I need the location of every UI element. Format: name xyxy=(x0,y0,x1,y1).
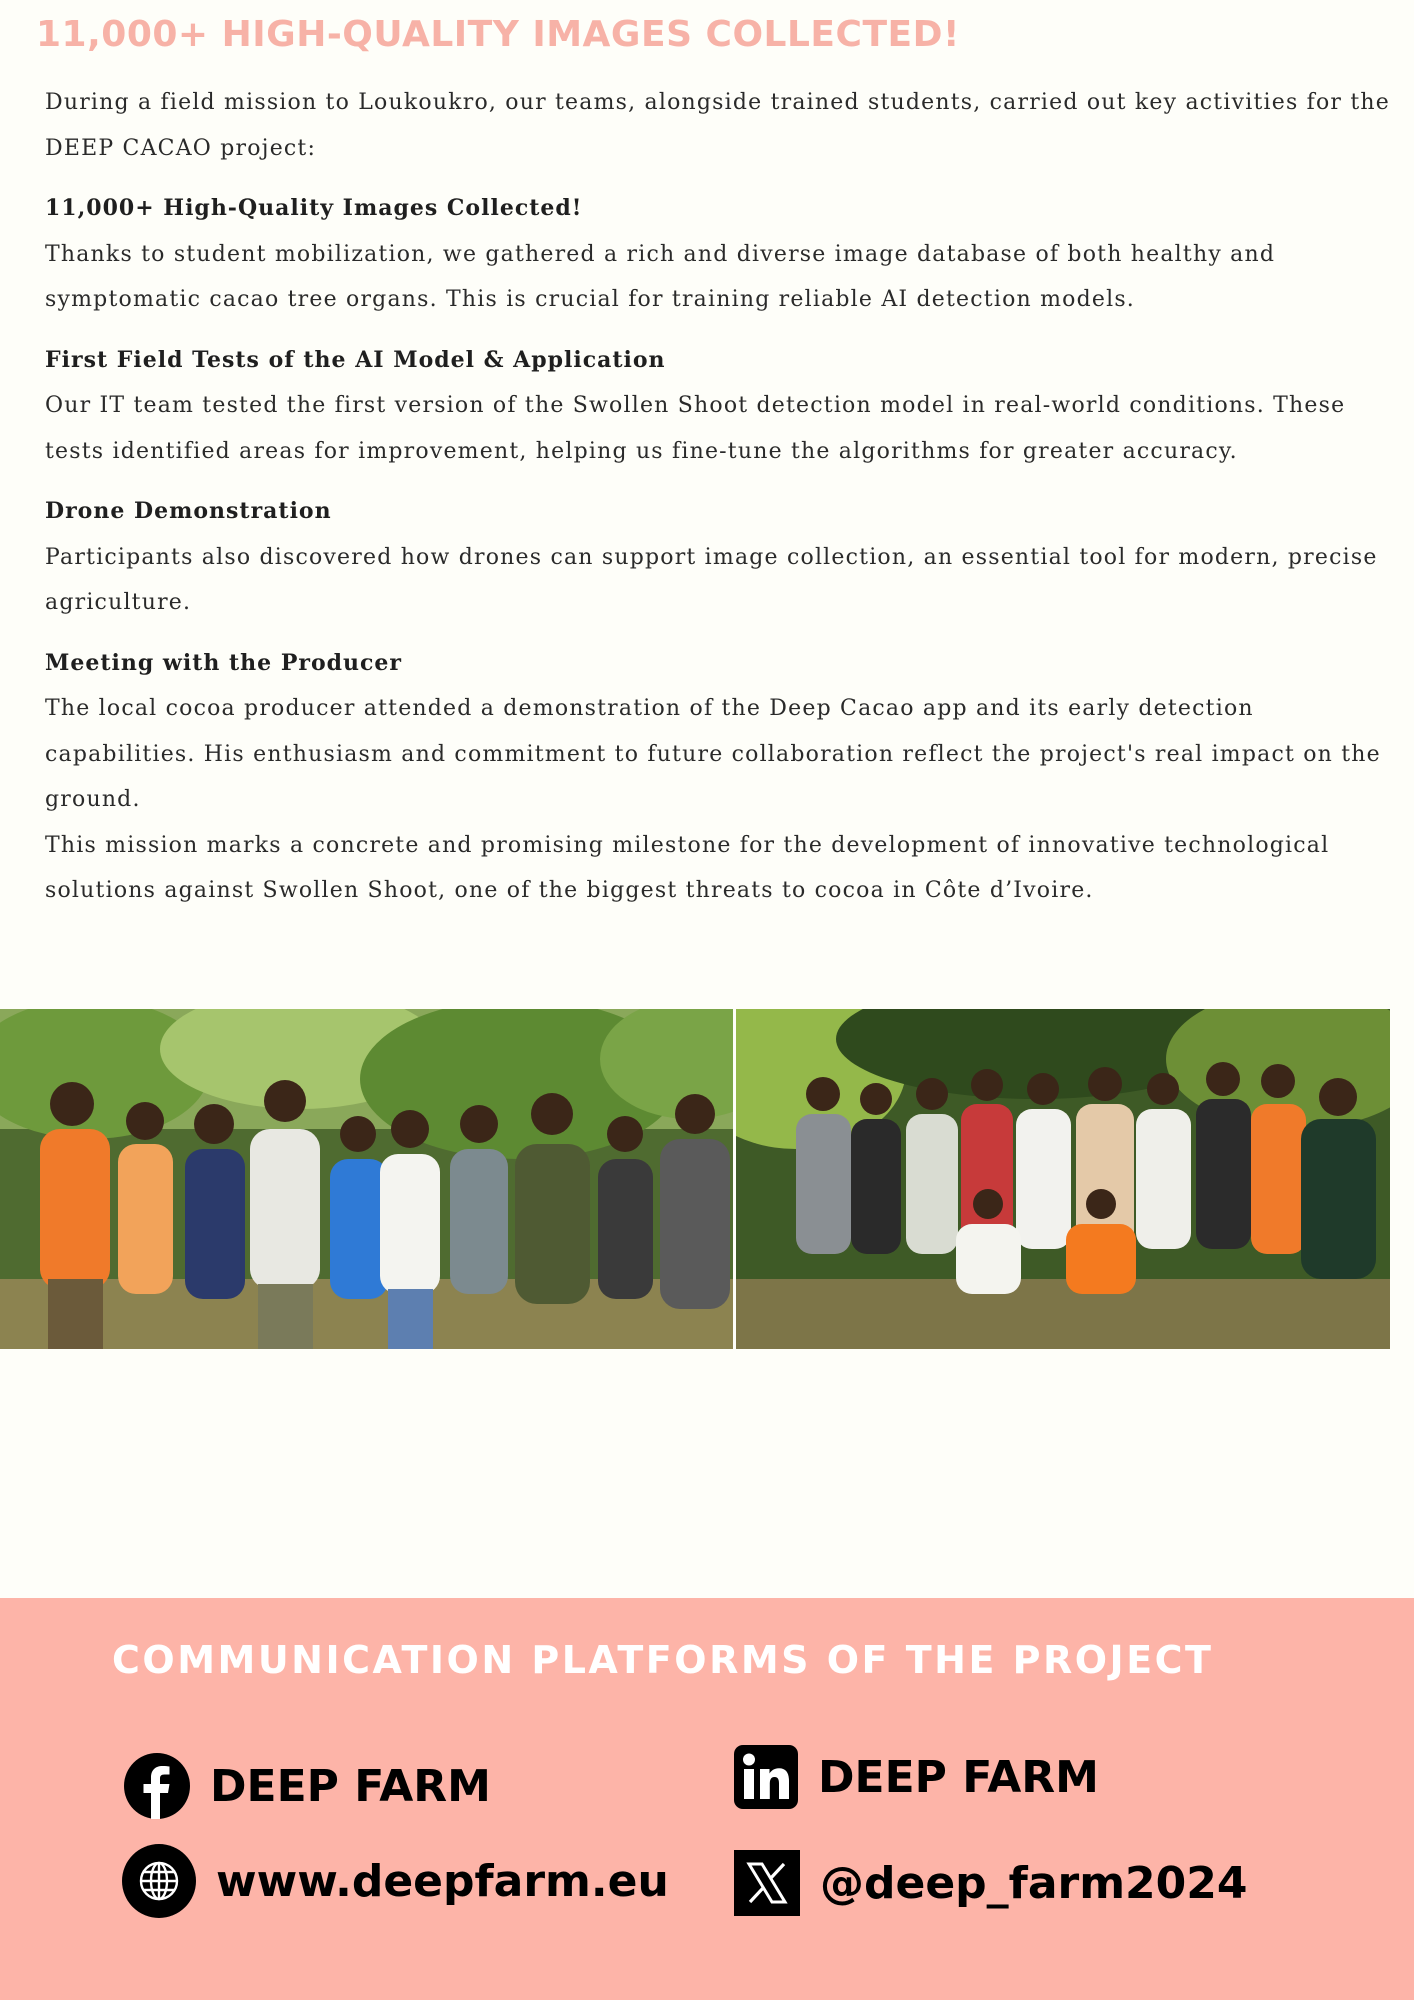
section-body-images: Thanks to student mobilization, we gathered a rich and diverse image database of both healthy and symptomatic cacao tree organs. This is crucial for training reliable AI detection models. xyxy=(45,241,1276,312)
section-title-producer: Meeting with the Producer xyxy=(45,649,402,676)
section-title-drone: Drone Demonstration xyxy=(45,498,332,524)
facebook-icon xyxy=(124,1753,190,1819)
linkedin-link[interactable] xyxy=(734,1745,1099,1809)
intro-paragraph: During a field mission to Loukoukro, our teams, alongside trained students, carried out key activities for the DEEP CACAO project: xyxy=(45,90,1390,161)
section-body-producer: The local cocoa producer attended a demonstration of the Deep Cacao app and its early detection capabilities. His enthusiasm and commitment to future collaboration reflect the project's real impact on the ground. xyxy=(45,696,1381,812)
footer-communication-platforms xyxy=(0,1598,1414,2000)
conclusion-paragraph: This mission marks a concrete and promising milestone for the development of innovative technological solutions against Swollen Shoot, one of the biggest threats to cocoa in Côte d’Ivoire. xyxy=(45,832,1330,903)
website-label: www.deepfarm.eu xyxy=(216,1855,669,1907)
facebook-link[interactable] xyxy=(124,1753,491,1819)
x-icon xyxy=(734,1850,800,1916)
footer-title: COMMUNICATION PLATFORMS OF THE PROJECT xyxy=(112,1638,1214,1682)
photo-group-field-team xyxy=(736,1009,1390,1349)
linkedin-label: DEEP FARM xyxy=(818,1751,1099,1803)
article-body xyxy=(45,80,1390,914)
section-title-field-tests: First Field Tests of the AI Model & Application xyxy=(45,346,666,373)
x-label: @deep_farm2024 xyxy=(820,1857,1248,1909)
linkedin-icon xyxy=(734,1745,798,1809)
page-title: 11,000+ HIGH-QUALITY IMAGES COLLECTED! xyxy=(36,14,960,55)
section-body-field-tests: Our IT team tested the first version of the Swollen Shoot detection model in real-world conditions. These tests identified areas for improvement, helping us fine-tune the algorithms for greater accuracy. xyxy=(45,393,1346,464)
globe-icon xyxy=(122,1844,196,1918)
section-body-drone: Participants also discovered how drones can support image collection, an essential tool for modern, precise agriculture. xyxy=(45,544,1378,615)
section-title-images: 11,000+ High-Quality Images Collected! xyxy=(45,195,583,221)
facebook-label: DEEP FARM xyxy=(210,1760,491,1812)
photo-drone-demonstration xyxy=(0,1009,733,1349)
website-link[interactable] xyxy=(122,1844,669,1918)
x-link[interactable] xyxy=(734,1850,1248,1916)
